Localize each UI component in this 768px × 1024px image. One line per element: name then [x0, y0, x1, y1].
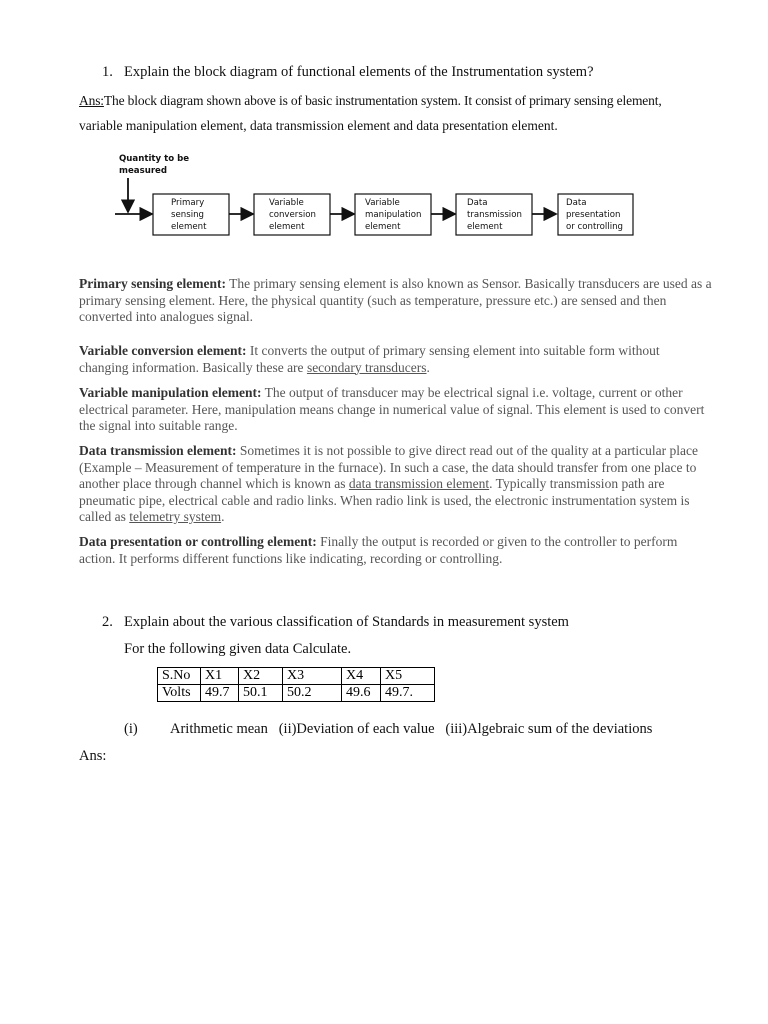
- section-title: Data presentation or controlling element:: [79, 534, 317, 549]
- block-diagram: [110, 148, 650, 248]
- section-text-end: .: [221, 509, 225, 524]
- telemetry-system-link: telemetry system: [129, 509, 222, 524]
- block-label-line: conversion: [269, 210, 316, 220]
- section-title: Variable conversion element:: [79, 343, 247, 358]
- table-cell: X4: [342, 668, 381, 685]
- section-title: Variable manipulation element:: [79, 385, 262, 400]
- table-cell: X3: [283, 668, 342, 685]
- block-label-line: manipulation: [365, 210, 422, 220]
- table-cell: X1: [201, 668, 239, 685]
- block-data-presentation: [558, 194, 633, 235]
- section-title: Data transmission element:: [79, 443, 237, 458]
- question-1-answer: [79, 88, 719, 138]
- table-cell: 49.7.: [381, 685, 435, 702]
- section-text: Finally the output is recorded or given to the controller to perform action. It performs different functions like indicating, recording or controlling.: [79, 534, 678, 566]
- block-label-line: or controlling: [566, 222, 623, 232]
- secondary-transducers-link: secondary transducers: [306, 359, 427, 375]
- block-label-line: Data: [566, 198, 587, 208]
- section-text: Sometimes it is not possible to give direct read out of the quality at a particular place (Example – Measurement of temperature in the furnace). In such a case, the data should transfer from one place to another place through channel which is known as: [79, 443, 698, 491]
- question-2-text: Explain about the various classification of Standards in measurement system: [124, 614, 569, 630]
- block-label-line: Primary: [171, 198, 205, 208]
- section-data-transmission: [79, 443, 717, 526]
- table-row: [158, 685, 435, 702]
- block-label-line: element: [365, 222, 401, 232]
- tasks-number: (i): [124, 721, 138, 737]
- table-cell: 49.6: [342, 685, 381, 702]
- question-1-number: 1.: [102, 64, 113, 80]
- data-transmission-element-link: data transmission element: [348, 476, 490, 491]
- section-text: It converts the output of primary sensing element into suitable form without changing information. Basically these are: [79, 343, 660, 375]
- question-2-subtext: For the following given data Calculate.: [124, 641, 352, 657]
- block-label-line: element: [269, 222, 305, 232]
- question-2-answer-label: Ans:: [79, 748, 107, 764]
- section-primary-sensing: [79, 276, 713, 326]
- tasks-text: Arithmetic mean (ii)Deviation of each value (iii)Algebraic sum of the deviations: [170, 721, 653, 737]
- block-label-line: transmission: [467, 210, 522, 220]
- block-label-line: sensing: [171, 210, 204, 220]
- block-label-line: presentation: [566, 210, 621, 220]
- block-data-transmission: [456, 194, 532, 235]
- section-text-mid: . Typically transmission path are pneumatic pipe, electrical cable and radio links. When radio link is used, the electronic instrumentation system is called as: [79, 476, 690, 524]
- block-label-line: Variable: [365, 198, 400, 208]
- block-variable-manipulation: [355, 194, 431, 235]
- table-cell: 50.2: [283, 685, 342, 702]
- block-label-line: Variable: [269, 198, 304, 208]
- block-primary-sensing: [153, 194, 229, 235]
- question-1-text: Explain the block diagram of functional elements of the Instrumentation system?: [124, 64, 594, 80]
- block-label-line: Data: [467, 198, 488, 208]
- section-text-end: .: [426, 359, 430, 375]
- table-cell: S.No: [158, 668, 201, 685]
- section-variable-conversion: [79, 343, 699, 376]
- table-cell: 50.1: [239, 685, 283, 702]
- answer-line-2: variable manipulation element, data transmission element and data presentation element.: [79, 118, 558, 133]
- block-label-line: element: [467, 222, 503, 232]
- section-text: The primary sensing element is also known as Sensor. Basically transducers are used as a primary sensing element. Here, the physical quantity (such as temperature, pressure etc.) are sensed and then converted into analogues signal.: [79, 276, 712, 324]
- question-2-number: 2.: [102, 614, 113, 630]
- section-text: The output of transducer may be electrical signal i.e. voltage, current or other electrical parameter. Here, manipulation means change in numerical value of signal. This element is used to convert the signal into suitable range.: [79, 385, 705, 433]
- input-label-line-2: measured: [119, 166, 168, 176]
- input-label-line-1: Quantity to be: [119, 154, 190, 164]
- section-data-presentation: [79, 534, 705, 567]
- data-table: [157, 667, 435, 702]
- answer-label: Ans:: [79, 93, 104, 108]
- block-label-line: element: [171, 222, 207, 232]
- section-variable-manipulation: [79, 385, 705, 435]
- answer-line-1: The block diagram shown above is of basic instrumentation system. It consist of primary sensing element,: [103, 93, 662, 108]
- block-variable-conversion: [254, 194, 330, 235]
- table-cell: X5: [381, 668, 435, 685]
- section-title: Primary sensing element:: [79, 276, 226, 291]
- table-cell: Volts: [158, 685, 201, 702]
- table-cell: X2: [239, 668, 283, 685]
- table-header-row: [158, 668, 435, 685]
- table-cell: 49.7: [201, 685, 239, 702]
